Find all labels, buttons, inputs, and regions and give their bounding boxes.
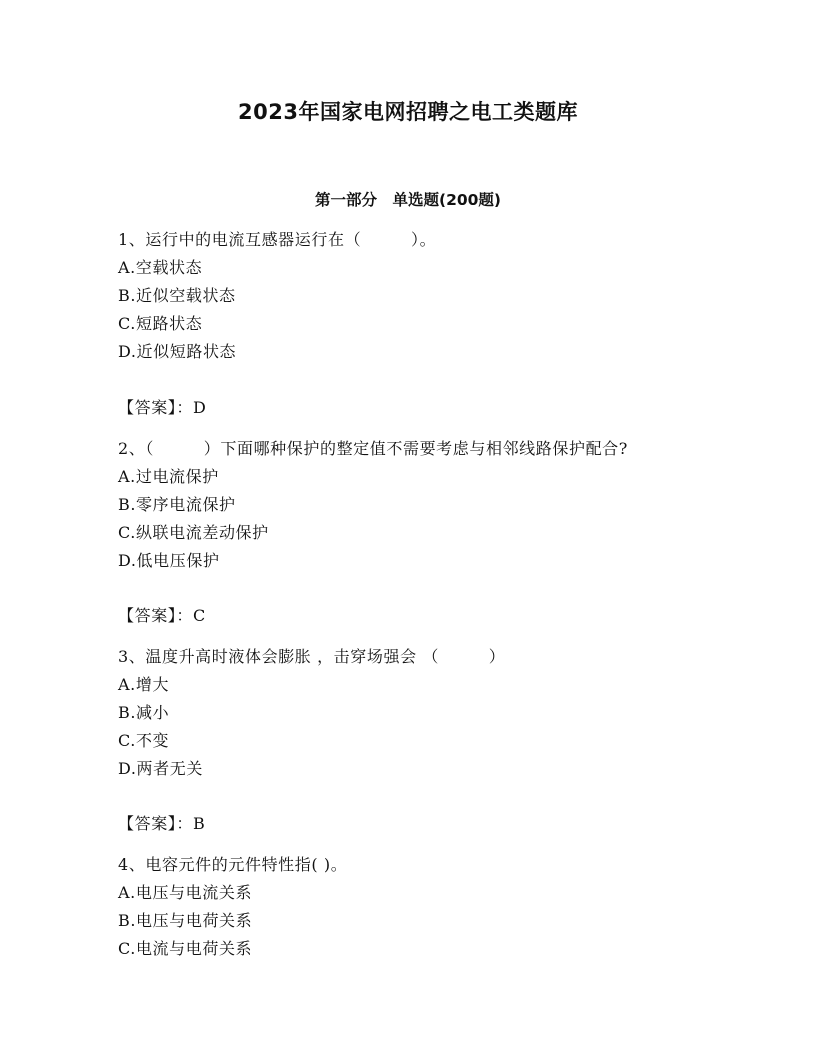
question-4-option-b: B.电压与电荷关系: [118, 911, 253, 930]
question-2-stem: 2、（ ）下面哪种保护的整定值不需要考虑与相邻线路保护配合?: [118, 439, 628, 458]
question-2-option-a: A.过电流保护: [118, 467, 219, 486]
question-3-stem: 3、温度升高时液体会膨胀 ，击穿场强会 （ ）: [118, 647, 506, 666]
question-2-answer: 【答案】：C: [118, 606, 206, 625]
question-1-option-b: B.近似空载状态: [118, 286, 236, 305]
question-3-option-c: C.不变: [118, 731, 170, 750]
question-1-stem: 1、运行中的电流互感器运行在（ ）。: [118, 230, 437, 249]
question-3-option-d: D.两者无关: [118, 759, 203, 778]
document-title: 2023年国家电网招聘之电工类题库: [238, 100, 578, 124]
question-4-stem: 4、电容元件的元件特性指( )。: [118, 855, 348, 874]
question-2-option-d: D.低电压保护: [118, 551, 220, 570]
question-3-option-a: A.增大: [118, 675, 170, 694]
question-4-option-a: A.电压与电流关系: [118, 883, 253, 902]
question-1-option-c: C.短路状态: [118, 314, 203, 333]
question-3-answer: 【答案】：B: [118, 814, 206, 833]
question-3-option-b: B.减小: [118, 703, 170, 722]
question-1-answer: 【答案】：D: [118, 398, 207, 417]
section-heading: 第一部分 单选题(200题): [314, 191, 502, 209]
question-1-option-d: D.近似短路状态: [118, 342, 237, 361]
question-4-option-c: C.电流与电荷关系: [118, 939, 253, 958]
question-2-option-b: B.零序电流保护: [118, 495, 236, 514]
question-1-option-a: A.空载状态: [118, 258, 203, 277]
question-2-option-c: C.纵联电流差动保护: [118, 523, 269, 542]
